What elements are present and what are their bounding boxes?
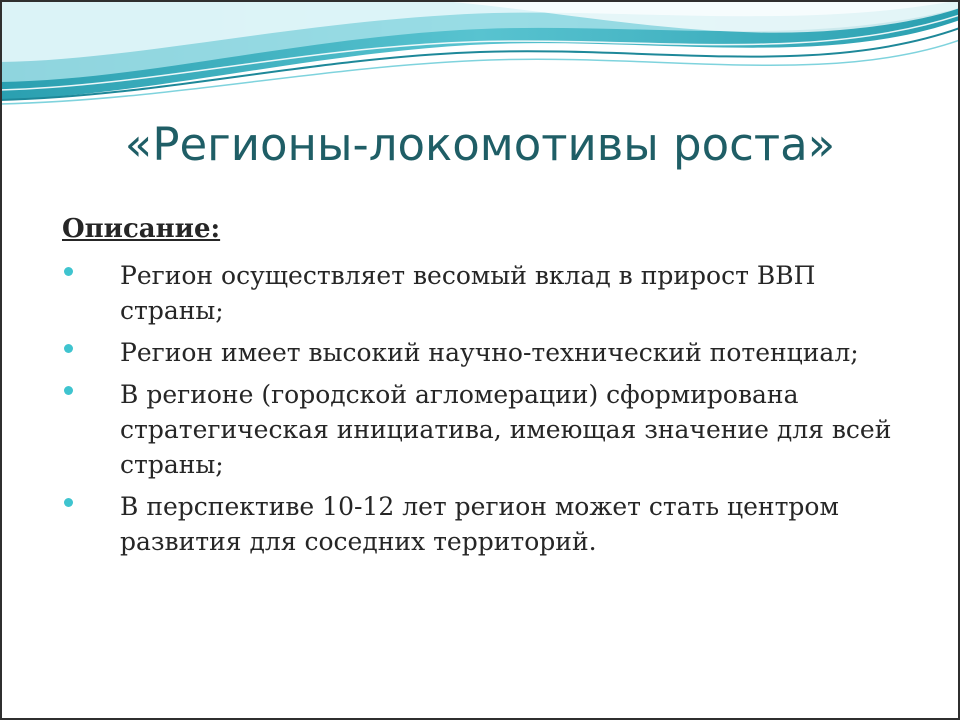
bullet-dot-icon: [64, 344, 73, 353]
list-item: [62, 258, 922, 328]
bullet-dot-icon: [64, 386, 73, 395]
bullet-dot-icon: [64, 498, 73, 507]
list-item: [62, 489, 922, 559]
list-item: [62, 335, 922, 370]
slide-content: [62, 212, 922, 566]
bullet-text: В перспективе 10-12 лет регион может стать центром развития для соседних территорий.: [120, 492, 839, 556]
section-heading: Описание:: [62, 214, 221, 244]
wave-decoration: [0, 0, 960, 110]
bullet-text: Регион имеет высокий научно-технический потенциал;: [120, 338, 859, 367]
list-item: [62, 377, 922, 482]
bullet-list: [62, 258, 922, 559]
bullet-text: Регион осуществляет весомый вклад в прирост ВВП страны;: [120, 261, 816, 325]
bullet-dot-icon: [64, 267, 73, 276]
slide-title: «Регионы-локомотивы роста»: [124, 118, 836, 171]
bullet-text: В регионе (городской агломерации) сформирована стратегическая инициатива, имеющая значение для всей страны;: [120, 380, 892, 479]
